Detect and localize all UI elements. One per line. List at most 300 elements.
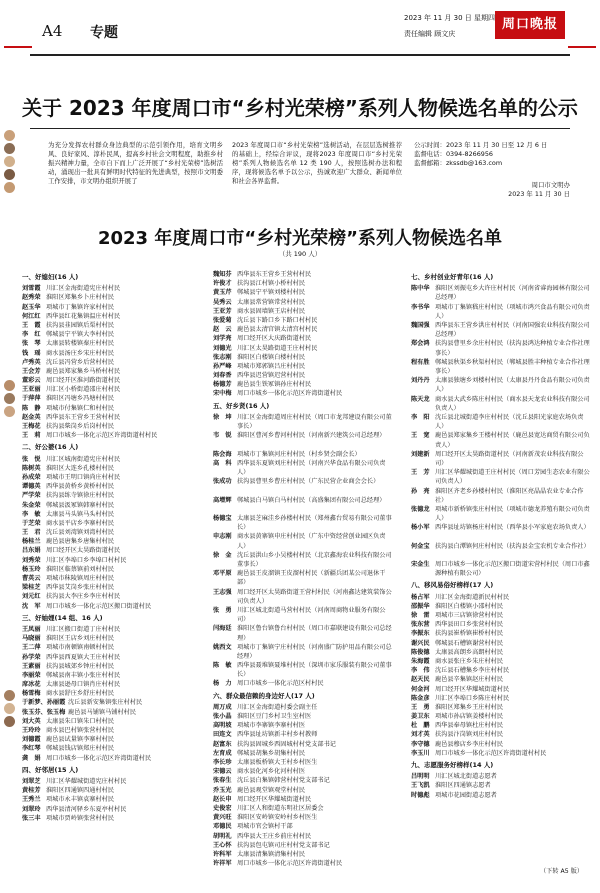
candidate-description: 淮阳区刘振屯乡大许庄村村民（河南省睿海园林有限公司总经理） (435, 285, 590, 302)
candidate-description: 淮阳区白楼镇小邵村村民 (435, 602, 504, 610)
candidate-row (411, 339, 591, 357)
candidate-row (22, 537, 202, 546)
candidate-row (213, 298, 393, 307)
candidate-row (213, 841, 393, 850)
candidate-row (411, 703, 591, 712)
candidate-row (22, 312, 202, 321)
candidate-description: 周口市城乡一体化示范区村村民 (237, 680, 324, 688)
candidate-name: 王 霞 (22, 321, 41, 329)
candidate-row (411, 395, 591, 413)
candidate-description: 项城市官会镇村干部 (237, 823, 293, 831)
candidate-row (411, 629, 591, 638)
candidate-row (213, 279, 393, 288)
candidate-name: 王 君 (22, 529, 41, 537)
candidate-row (22, 321, 202, 330)
candidate-description: 西华县迟营镇迟营村村民 (237, 372, 306, 380)
candidate-row (213, 380, 393, 389)
candidate-description: 鹿邑县马铺镇马铺村村民 (68, 708, 137, 716)
candidate-name: 李 伟 (411, 667, 430, 675)
candidate-name: 刘翠玲 (22, 805, 41, 813)
candidate-name: 谢兴民 (411, 639, 430, 647)
candidate-name: 张东营 (411, 621, 430, 629)
candidate-row (22, 805, 202, 814)
candidate-description: 项城市丁集镇许家村村民 (46, 303, 115, 311)
candidate-name: 刘建新 (411, 450, 430, 458)
candidate-description: 项城市李寨镇李寨村村医 (237, 722, 306, 730)
candidate-name: 杨德芳 (213, 381, 232, 389)
candidate-description: 淮阳区豆门乡村卫生室村医 (237, 713, 312, 721)
candidate-description: 太康县朱口镇朱口村村民 (46, 717, 115, 725)
photo-strip-bottom (3, 690, 17, 729)
candidate-row (213, 679, 393, 688)
candidate-name: 赵秀荣 (22, 294, 41, 302)
candidate-row (213, 334, 393, 343)
candidate-row (213, 551, 393, 569)
candidate-row (22, 528, 202, 537)
candidate-description: 川汇区李埠口乡陈庄村村民 (435, 694, 510, 702)
candidate-row (213, 624, 393, 642)
candidate-row (22, 634, 202, 643)
candidate-description: 扶沟县曹里乡曹庄村村民（广东民营企业商会会长） (237, 478, 380, 486)
candidate-name: 徐 雷 (411, 612, 430, 620)
category-heading: 六、群众最信赖的身边好人(17 人) (213, 691, 315, 700)
candidate-description: 川汇区城北街道马营村村民（河南周商物业服务有限公司） (237, 606, 386, 624)
candidate-row (22, 698, 202, 707)
candidate-name: 王飞凯 (411, 782, 430, 790)
continued-note: （下转 A5 版） (540, 868, 584, 875)
candidate-name: 李红琴 (22, 745, 41, 753)
candidate-row (22, 786, 202, 795)
candidate-row (22, 671, 202, 680)
candidate-name: 魏国强 (411, 321, 430, 329)
list-title: 2023 年度周口市“乡村光荣榜”系列人物候选名单 (97, 228, 503, 249)
candidate-row (411, 468, 591, 486)
candidate-row (22, 464, 202, 473)
candidate-name: 王玲玲 (22, 727, 41, 735)
candidate-description: 周口经开区华耀城街道村民 (237, 795, 312, 803)
candidate-description: 西华县聂堆镇聂堆村村民（深圳市家乐服装有限公司董事长） (237, 662, 392, 679)
candidate-description: 淮阳区四通镇四通村村民 (46, 787, 115, 795)
responsible-editor: 责任编辑 顾文庆 (404, 30, 456, 38)
contact-block (414, 141, 547, 168)
candidate-row (22, 284, 202, 293)
candidate-name: 孙 亮 (411, 487, 430, 495)
candidate-description: 周口市城乡一体化示范区搬口街道宋营村村民（周口市鑫源种植有限公司） (435, 561, 590, 578)
candidate-row (22, 680, 202, 689)
supervision-email[interactable]: 监督邮箱：zkssdb@163.com (414, 159, 503, 167)
candidate-name: 王志强 (213, 588, 232, 596)
candidate-description: 淮阳区鲁台镇鲁台村村民（周口市嘉联建设有限公司总经理） (237, 625, 392, 642)
candidate-description: 周口经开区大庆路街道村民 (237, 335, 312, 343)
candidate-description: 郸城县胡集乡胡集村村民 (237, 749, 306, 757)
intro-paragraph-1: 为充分发挥农村群众身边典型的示范引领作用，培育文明乡风、良好家风、淳朴民风，提高乡村社会文明程度，助推乡村振兴精神力量，全市自下而上广泛开展了“乡村光荣榜”选树活动，涌现出一批具有鲜明时代特征的先进典型，按照市文明委工作安排，市文明办组织开展了 (48, 141, 223, 185)
candidate-row (411, 712, 591, 721)
candidate-name: 周万成 (213, 703, 232, 711)
candidate-row (22, 744, 202, 753)
candidate-row (22, 358, 202, 367)
candidate-row (411, 685, 591, 694)
candidate-name: 黄玉芹 (213, 289, 232, 297)
candidate-description: 项城市王明口镇尚庄村村民 (46, 473, 121, 481)
candidate-row (22, 501, 202, 510)
candidate-description: 项城市花园街道志愿者 (435, 791, 497, 799)
candidate-row (213, 477, 393, 495)
candidate-row (213, 288, 393, 297)
candidate-description: 商水县巴村镇张营村村民 (46, 727, 115, 735)
candidate-name: 刘翠芝 (22, 778, 41, 785)
candidate-description: 沈丘县冯营乡后营村村民 (46, 358, 115, 366)
candidate-name: 申志刚 (213, 533, 232, 541)
candidate-name: 陈 静 (22, 404, 41, 412)
candidate-row (411, 648, 591, 657)
candidate-row (213, 606, 393, 624)
candidate-name: 刘学亮 (213, 335, 232, 343)
candidate-name: 韦 锐 (213, 432, 232, 440)
candidate-description: 川汇区金海街道周庄村村民（周口市龙邦建设有限公司董事长） (237, 413, 392, 431)
candidate-description: 项城市永丰镇袁寨村村民 (46, 796, 115, 804)
candidate-name: 宋德云 (213, 768, 232, 776)
candidate-row (213, 371, 393, 380)
candidate-name: 曹英云 (22, 575, 41, 583)
candidate-name: 高增辉 (213, 496, 232, 504)
candidate-name: 孙严峰 (213, 362, 232, 370)
candidate-name: 程有胜 (411, 358, 430, 366)
candidate-name: 何江红 (22, 312, 41, 320)
candidate-name: 徐 坤 (213, 413, 232, 421)
candidate-name: 朱金荣 (22, 501, 41, 509)
candidate-row (22, 404, 202, 413)
candidate-name: 赵金英 (22, 413, 41, 421)
candidate-name: 席冰花 (22, 681, 41, 689)
candidate-description: 项城市丁集镇宁庄村村民（河南盛广防护用品有限公司总经理） (237, 643, 392, 660)
candidate-description: 周口市城乡一体化示范区搬口街道村民 (46, 602, 152, 610)
candidate-description: 川汇区搬口街道丁庄村村民 (46, 625, 121, 633)
candidate-row (411, 303, 591, 321)
candidate-name: 李玉川 (411, 749, 430, 757)
signature-date: 2023 年 11 月 30 日 (508, 190, 570, 198)
candidate-description: 周口经开区淮河路街道村民 (46, 377, 121, 385)
candidate-row (22, 717, 202, 726)
candidate-name: 吴秀云 (213, 298, 232, 306)
portrait-photo (4, 380, 15, 391)
candidate-name: 李振东 (411, 630, 430, 638)
candidate-row (213, 832, 393, 841)
candidate-description: 项城市郑郭镇吕庄村村民 (237, 362, 306, 370)
candidate-description: 沈丘县新安集镇张庄村村民 (68, 699, 143, 707)
candidate-row (22, 519, 202, 528)
candidate-row (22, 625, 202, 634)
candidate-row (22, 546, 202, 555)
candidate-description: 扶沟县城郊乡钟庄村村民 (46, 662, 115, 670)
portrait-photo (4, 406, 15, 417)
candidate-name: 何金河 (411, 685, 430, 693)
category-heading: 一、好媳妇(16 人) (22, 273, 79, 281)
candidate-row (22, 643, 202, 652)
candidate-description: 川汇区金海街道村委会副主任 (237, 703, 318, 711)
candidate-description: 郸城县南丰镇小张庄村村民 (46, 671, 121, 679)
candidate-description: 淮阳区临蔡镇前刘村村民 (46, 565, 115, 573)
candidate-row (411, 781, 591, 790)
candidate-name: 李丽荣 (22, 671, 41, 679)
candidate-row (22, 339, 202, 348)
candidate-description: 项城市南顿镇南顿村村民 (46, 644, 115, 652)
candidate-row (213, 344, 393, 353)
candidate-description: 商水县黄寨镇申庄村村民（广东中资经营创业园区负责人） (237, 533, 386, 550)
candidate-name: 刘元红 (22, 593, 41, 601)
candidate-description: 商水县张庄乡朱庄村村民 (435, 657, 504, 665)
candidate-description: 郸城县宁平镇刘楼村村民 (237, 289, 306, 297)
candidate-row (22, 413, 202, 422)
candidate-row (411, 413, 591, 431)
candidate-description: 项城市付集镇仁和村村民 (46, 404, 115, 412)
candidate-description: 沈丘县洪山乡小吴楼村村民（北京鑫海农业科技有限公司董事长） (237, 551, 392, 568)
intro-paragraph-2: 2023 年度周口市“乡村光荣榜”选树活动，在层层选树推荐的基础上，经综合评议，现将2023 年度周口市“乡村光荣榜”系列人物候选名单 12 类 190 人，按照选树办法和程序，现将候选名单予以公示，热诚欢迎广大群众、新闻单位和社会各界监督。 (232, 141, 402, 185)
candidate-name: 陈金彦 (411, 694, 430, 702)
candidate-row (22, 602, 202, 611)
candidate-name: 杨小军 (411, 524, 430, 532)
candidate-row (22, 510, 202, 519)
candidate-name: 吕东娟 (22, 547, 41, 555)
candidate-name: 王亚丽 (22, 386, 41, 394)
candidate-name: 杨桂兰 (22, 538, 41, 546)
candidate-description: 项城市丁集镇河庄村村民（村乡贤会副会长） (237, 450, 361, 458)
candidate-description: 淮阳区大连乡孔楼村村民 (46, 464, 115, 472)
candidate-description: 郸城县白马镇白马村村民（高盛集团有限公司总经理） (237, 496, 386, 504)
candidate-description: 扶沟县包屯镇司庄村村党支部书记 (237, 841, 330, 849)
candidate-row (22, 491, 202, 500)
candidate-row (411, 505, 591, 523)
candidate-row (213, 325, 393, 334)
candidate-row (22, 303, 202, 312)
candidate-row (411, 639, 591, 648)
portrait-photo (4, 393, 15, 404)
candidate-row (213, 362, 393, 371)
candidate-description: 沈丘县卞路口乡卞路口村村民 (237, 316, 318, 324)
candidate-name: 张小晶 (213, 713, 232, 721)
signature-org: 周口市文明办 (531, 181, 570, 189)
candidate-description: 项城市孙店镇姜楼村村民 (435, 713, 504, 721)
candidate-row (411, 560, 591, 578)
candidate-description: 沈丘县刘湾镇刘湾村村民 (46, 529, 115, 537)
candidate-row (22, 422, 202, 431)
candidate-row (213, 804, 393, 813)
candidate-name: 陈天龙 (411, 395, 430, 403)
section-title: 专题 (90, 25, 118, 41)
candidate-name: 李 红 (22, 331, 41, 339)
candidate-row (213, 712, 393, 721)
candidate-description: 太康县独塘乡刘楼村村民（太康县丹丹食品有限公司负责人） (435, 377, 590, 394)
list-column-3 (411, 270, 591, 800)
candidate-description: 周口市城乡一体化示范区许湾街道村村民 (435, 749, 547, 757)
candidate-description: 扶沟县韭园镇后栗村村民 (46, 321, 115, 329)
candidate-row (22, 293, 202, 302)
candidate-name: 陈中华 (411, 285, 430, 293)
candidate-description: 周口市城乡一体化示范区许湾街道村民 (237, 390, 343, 398)
candidate-name: 于新梦、孙丽霞 (22, 699, 66, 707)
candidate-name: 李书华 (411, 303, 430, 311)
candidate-name: 高 科 (213, 459, 232, 467)
candidate-name: 宋金生 (411, 561, 430, 569)
candidate-row (411, 772, 591, 781)
candidate-description: 西华县清河驿乡东夏亭村村民 (46, 805, 127, 813)
candidate-name: 陈树英 (22, 464, 41, 472)
candidate-row (22, 735, 202, 744)
candidate-name: 刘秀荣 (22, 556, 41, 564)
candidate-name: 许祥军 (213, 860, 232, 868)
ornament-right (568, 42, 596, 52)
candidate-name: 张爱菊 (213, 316, 232, 324)
candidate-row (22, 574, 202, 583)
list-column-2 (213, 270, 393, 868)
candidate-description: 项城市三店镇徐营村村民 (435, 612, 504, 620)
candidate-name: 杨玉玲 (22, 565, 41, 573)
candidate-description: 川汇区金海街道新民村村民 (435, 593, 510, 601)
candidate-name: 刘雪霞 (22, 285, 41, 293)
candidate-description: 鹿邑县观堂镇观堂村村民 (237, 786, 306, 794)
candidate-name: 时德彪 (411, 791, 430, 799)
candidate-row (411, 593, 591, 602)
candidate-row (213, 353, 393, 362)
candidate-description: 鹿邑县辛集镇赵庄村村民 (435, 676, 504, 684)
candidate-row (213, 730, 393, 739)
candidate-row (22, 726, 202, 735)
candidate-row (213, 307, 393, 316)
category-heading: 九、志愿服务好榜样(14 人) (411, 761, 494, 770)
announcement-title: 关于 2023 年度周口市“乡村光荣榜”系列人物候选名单的公示 (22, 96, 578, 120)
candidate-name: 张志刚 (213, 353, 232, 361)
candidate-row (213, 822, 393, 831)
candidate-row (213, 532, 393, 550)
candidate-row (213, 740, 393, 749)
candidate-name: 乔玉光 (213, 786, 232, 794)
header-rule (30, 54, 570, 56)
page-header (0, 0, 600, 56)
candidate-description: 淮阳区郑集乡卜庄村村民 (46, 294, 115, 302)
portrait-photo (4, 143, 15, 154)
candidate-description: 扶沟县大李庄乡李庄村村民 (46, 593, 121, 601)
candidate-row (22, 689, 202, 698)
candidate-description: 扶沟县白潭镇何庄村村民（扶沟县金宝农机专业合作社） (435, 542, 590, 550)
candidate-row (411, 721, 591, 730)
candidate-name: 何金宝 (411, 542, 430, 550)
candidate-row (22, 376, 202, 385)
candidate-row (411, 376, 591, 394)
candidate-name: 邓平原 (213, 570, 232, 578)
candidate-description: 鹿邑县生铁冢镇孙庄村村民 (237, 381, 312, 389)
candidate-row (411, 620, 591, 629)
candidate-description: 郸城县汲冢镇韩寨村村民 (46, 501, 115, 509)
candidate-name: 杨雪梅 (22, 690, 41, 698)
candidate-description: 扶沟县崔桥镇崔桥村村民 (435, 630, 504, 638)
candidate-description: 郸城县钱店镇郑庄村村民 (46, 745, 115, 753)
candidate-name: 于芝荣 (22, 519, 41, 527)
candidate-row (411, 730, 591, 739)
candidate-description: 商水县平店乡李寨村村民 (46, 519, 115, 527)
candidate-row (411, 602, 591, 611)
list-column-1 (22, 270, 202, 823)
candidate-name: 李守德 (411, 740, 430, 748)
candidate-name: 吕明明 (411, 773, 430, 781)
candidate-description: 扶沟县江村镇小桥村村民 (237, 280, 306, 288)
candidate-description: 川汇区李埠口乡李埠口村村民 (46, 556, 127, 564)
candidate-name: 卢秀英 (22, 358, 41, 366)
portrait-photo (4, 130, 15, 141)
candidate-description: 川汇区金海街道宪庄村村民 (46, 285, 121, 293)
candidate-row (22, 653, 202, 662)
candidate-description: 太康县高朗乡高朗村村民 (435, 648, 504, 656)
category-heading: 五、好乡贤(16 人) (213, 401, 270, 410)
candidate-name: 董彩云 (22, 377, 41, 385)
candidate-name: 徐 金 (213, 551, 232, 559)
candidate-name: 姚西文 (213, 643, 232, 651)
candidate-row (213, 661, 393, 679)
candidate-name: 魏知芬 (213, 271, 232, 278)
candidate-description: 淮阳区四通镇志愿者 (435, 782, 491, 790)
candidate-description: 太康县常营镇常营村村民 (237, 298, 306, 306)
candidate-description: 太康县马头镇马头村村民 (46, 510, 115, 518)
candidate-row (22, 431, 202, 440)
candidate-row (22, 777, 202, 786)
candidate-description: 郸城县秋渠乡秋渠村村民（郸城县胜丰种植专业合作社理事长） (435, 358, 590, 375)
candidate-description: 周口经开区华耀城街道村民 (435, 685, 510, 693)
candidate-row (213, 749, 393, 758)
candidate-description: 商水县化河乡化河村村医 (237, 768, 306, 776)
candidate-name: 张春生 (213, 777, 232, 785)
candidate-row (213, 569, 393, 587)
portrait-photo (4, 690, 15, 701)
candidate-description: 扶沟县固城乡西固城村村党支部书记 (237, 740, 336, 748)
title-rule (30, 128, 570, 129)
candidate-name: 王二萍 (22, 644, 41, 652)
candidate-description: 西华县东王营乡洪庄村村民（河南国强农业科技有限公司总经理） (435, 321, 590, 339)
candidate-name: 张 悦 (22, 455, 41, 463)
candidate-name: 闫海廷 (213, 625, 232, 633)
candidate-row (22, 583, 202, 592)
candidate-row (22, 385, 202, 394)
candidate-row (213, 703, 393, 712)
candidate-description: 西华县东王营乡王营村村民 (46, 413, 121, 421)
candidate-row (411, 284, 591, 302)
candidate-description: 川汇区太昊路街道王庄村村民 (237, 344, 318, 352)
candidate-row (213, 413, 393, 431)
photo-strip-top (3, 130, 17, 195)
candidate-name: 刘德霞 (22, 736, 41, 744)
candidate-row (213, 643, 393, 661)
candidate-name: 王凤丽 (22, 625, 41, 633)
candidate-name: 孙学荣 (22, 653, 41, 661)
candidate-name: 赵富东 (213, 740, 232, 748)
candidate-name: 孙成荣 (22, 473, 41, 481)
candidate-name: 张成功 (213, 478, 232, 486)
candidate-row (22, 556, 202, 565)
candidate-description: 扶沟县汴岗镇刘庄村村民 (435, 731, 504, 739)
candidate-row (213, 859, 393, 868)
candidate-name: 王秀兰 (22, 796, 41, 804)
candidate-description: 太康县芝麻洼乡孙楼村村民（郑州鑫台贸易有限公司董事长） (237, 514, 392, 532)
candidate-row (411, 611, 591, 620)
candidate-description: 鹿邑县郑家集乡王楼村村民（鹿邑县宽达商贸有限公司负责人） (435, 432, 590, 449)
candidate-description: 沈丘县石槽集乡李庄村村民 (435, 667, 510, 675)
candidate-description: 川汇区城南街道宪庄村村民 (46, 455, 121, 463)
candidate-name: 王 莉 (22, 432, 41, 440)
candidate-description: 西华县田口乡张营村村民 (435, 621, 504, 629)
candidate-description: 川汇区城北街道志愿者 (435, 773, 497, 781)
candidate-name: 杨占军 (411, 593, 430, 601)
candidate-row (213, 813, 393, 822)
candidate-description: 淮阳区冯塘乡冯塘村村民 (46, 395, 115, 403)
candidate-name: 郑会鸿 (411, 340, 430, 348)
ornament-left (4, 42, 32, 52)
